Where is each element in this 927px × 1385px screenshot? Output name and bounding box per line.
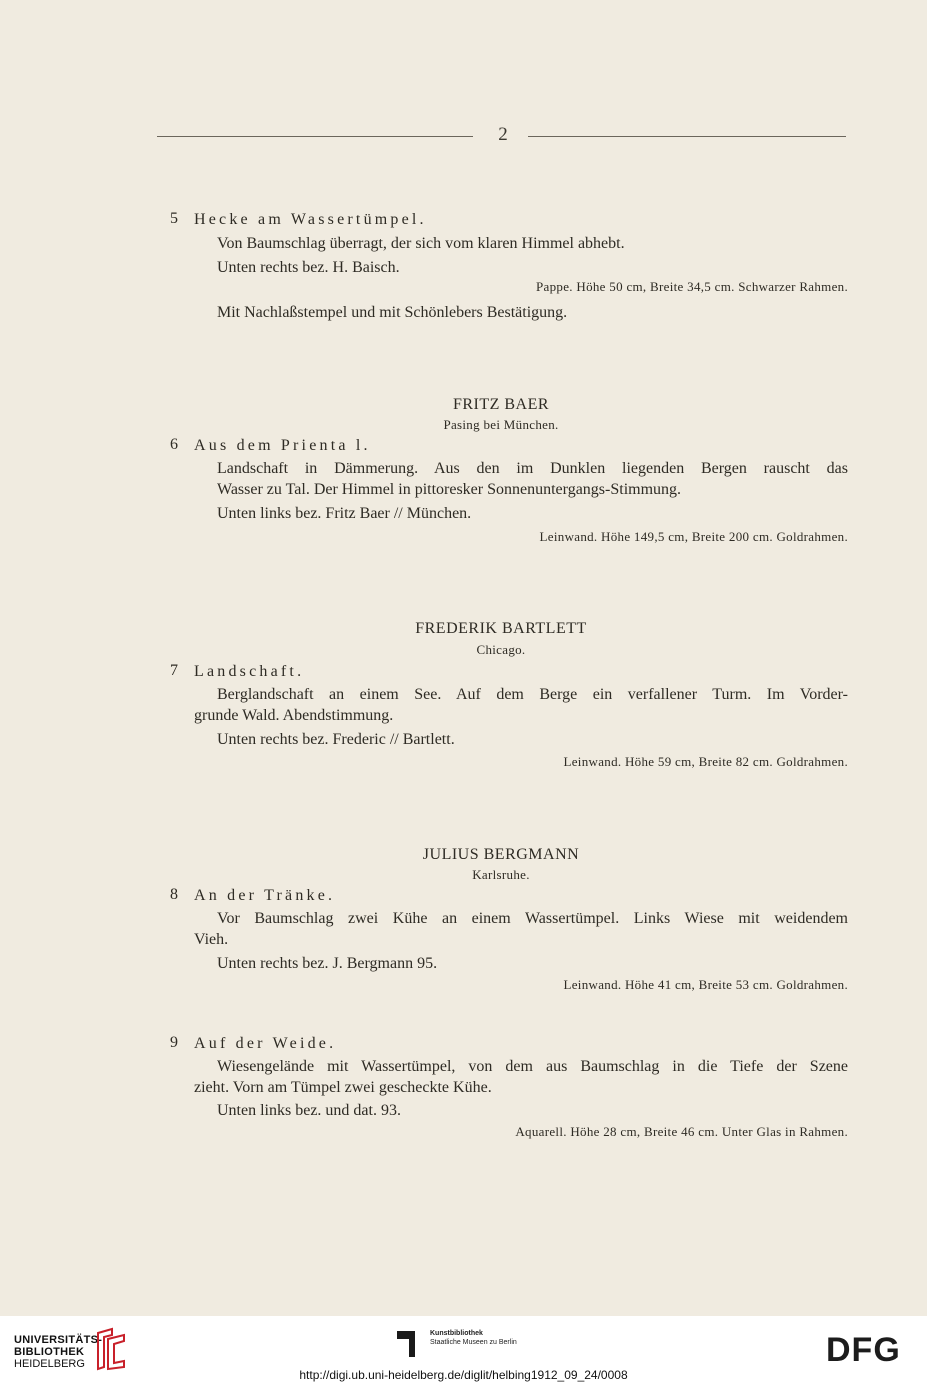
entry-number: 9: [170, 1034, 178, 1051]
permalink-url[interactable]: http://digi.ub.uni-heidelberg.de/diglit/helbing1912_09_24/0008: [299, 1368, 628, 1382]
entry-signature: Unten links bez. Fritz Baer // München.: [217, 505, 472, 522]
artist-name: FRITZ BAER: [452, 396, 550, 413]
entry-signature: Unten rechts bez. Frederic // Bartlett.: [217, 731, 455, 748]
library-logo-text[interactable]: [14, 1334, 102, 1370]
library-logo-icon[interactable]: [94, 1327, 128, 1371]
partner-subtitle: Staatliche Museen zu Berlin: [430, 1339, 517, 1346]
entry-number: 8: [170, 886, 178, 903]
entry-number: 6: [170, 436, 178, 453]
entry-signature: Unten rechts bez. J. Bergmann 95.: [217, 955, 438, 972]
page-number-header: [0, 124, 927, 148]
library-name-line-2: BIBLIOTHEK: [14, 1346, 85, 1358]
library-name-line-1: UNIVERSITÄTS-: [14, 1334, 103, 1346]
entry-signature: Unten links bez. und dat. 93.: [217, 1102, 401, 1119]
entry-title: Aus dem Prienta l.: [194, 437, 371, 454]
entry-description-line-2: Vieh.: [194, 931, 229, 948]
artist-location: Pasing bei München.: [443, 417, 559, 432]
dfg-logo[interactable]: DFG: [826, 1331, 901, 1369]
page-number: 2: [498, 124, 508, 145]
entry-title: Landschaft.: [194, 663, 305, 680]
artist-location: Karlsruhe.: [472, 867, 530, 882]
entry-material: Leinwand. Höhe 149,5 cm, Breite 200 cm. Goldrahmen.: [539, 529, 848, 544]
entry-number: 5: [170, 210, 178, 227]
entry-description: Von Baumschlag überragt, der sich vom klaren Himmel abhebt.: [217, 235, 625, 252]
entry-description-line-2: Wasser zu Tal. Der Himmel in pittoresker Sonnenuntergangs-Stimmung.: [217, 481, 682, 498]
library-name-line-3: HEIDELBERG: [14, 1358, 85, 1370]
header-rule-left: [157, 136, 473, 137]
entry-material: Aquarell. Höhe 28 cm, Breite 46 cm. Unter Glas in Rahmen.: [515, 1124, 848, 1139]
artist-name: JULIUS BERGMANN: [422, 846, 580, 863]
entry-title: An der Tränke.: [194, 887, 336, 904]
entry-description-line-2: zieht. Vorn am Tümpel zwei gescheckte Kühe.: [194, 1079, 492, 1096]
entry-description-line-1: Vor Baumschlag zwei Kühe an einem Wassertümpel. Links Wiese mit weidendem: [217, 910, 848, 927]
kunstbibliothek-logo-icon[interactable]: [397, 1331, 415, 1357]
kunstbibliothek-logo-text[interactable]: [430, 1329, 517, 1347]
partner-name: Kunstbibliothek: [430, 1330, 483, 1337]
entry-material: Leinwand. Höhe 41 cm, Breite 53 cm. Goldrahmen.: [563, 977, 848, 992]
entry-description-line-1: Landschaft in Dämmerung. Aus den im Dunklen liegenden Bergen rauscht das: [217, 460, 848, 477]
entry-note: Mit Nachlaßstempel und mit Schönlebers Bestätigung.: [217, 304, 568, 321]
artist-location: Chicago.: [476, 642, 526, 657]
entry-description-line-1: Wiesengelände mit Wassertümpel, von dem aus Baumschlag in die Tiefe der Szene: [217, 1058, 848, 1075]
entry-title: Hecke am Wassertümpel.: [194, 211, 427, 228]
entry-title: Auf der Weide.: [194, 1035, 337, 1052]
entry-material: Pappe. Höhe 50 cm, Breite 34,5 cm. Schwarzer Rahmen.: [536, 279, 848, 294]
header-rule-right: [528, 136, 846, 137]
entry-number: 7: [170, 662, 178, 679]
artist-name: FREDERIK BARTLETT: [415, 620, 587, 637]
entry-description-line-2: grunde Wald. Abendstimmung.: [194, 707, 394, 724]
entry-signature: Unten rechts bez. H. Baisch.: [217, 259, 400, 276]
entry-description-line-1: Berglandschaft an einem See. Auf dem Berge ein verfallener Turm. Im Vorder-: [217, 686, 848, 703]
entry-material: Leinwand. Höhe 59 cm, Breite 82 cm. Goldrahmen.: [563, 754, 848, 769]
